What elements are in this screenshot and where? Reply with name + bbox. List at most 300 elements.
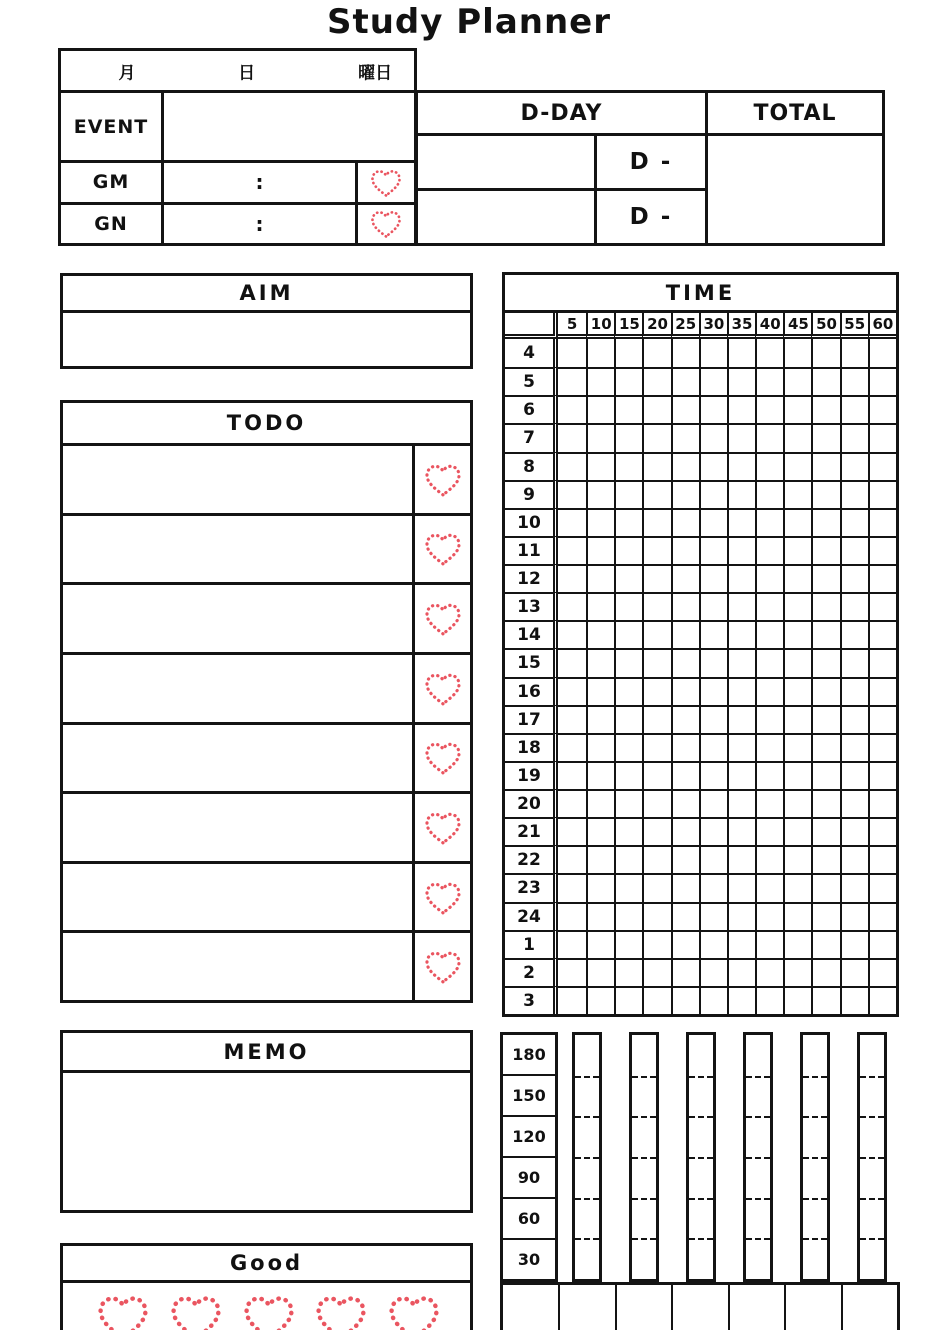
hour-label-cell: 22	[505, 845, 558, 873]
time-cell	[868, 958, 896, 986]
time-cell	[699, 620, 727, 648]
day-label: 日	[238, 63, 256, 83]
time-cell	[558, 648, 586, 676]
time-cell	[840, 452, 868, 480]
time-cell	[558, 705, 586, 733]
time-cell	[727, 592, 755, 620]
time-cell	[671, 930, 699, 958]
month-label: 月	[118, 63, 136, 83]
dday-table	[415, 90, 885, 246]
time-cell	[699, 677, 727, 705]
time-cell	[727, 930, 755, 958]
time-cell	[586, 705, 614, 733]
time-cell	[614, 733, 642, 761]
time-cell	[614, 564, 642, 592]
time-cell	[586, 339, 614, 367]
time-cell	[868, 789, 896, 817]
time-cell	[783, 620, 811, 648]
time-cell	[727, 648, 755, 676]
time-cell	[671, 564, 699, 592]
time-cell	[614, 789, 642, 817]
tracker-scale-column	[500, 1032, 558, 1282]
minute-header-cell: 35	[727, 313, 755, 339]
time-cell	[699, 508, 727, 536]
time-cell	[811, 480, 839, 508]
heart-icon	[95, 1291, 151, 1330]
time-cell	[755, 789, 783, 817]
time-cell	[671, 339, 699, 367]
minute-header-cell: 10	[586, 313, 614, 339]
time-cell	[755, 564, 783, 592]
time-cell	[614, 508, 642, 536]
time-cell	[868, 508, 896, 536]
time-cell	[642, 367, 670, 395]
time-cell	[868, 677, 896, 705]
heart-icon	[423, 670, 463, 707]
hour-label-cell: 12	[505, 564, 558, 592]
time-cell	[868, 592, 896, 620]
time-cell	[755, 480, 783, 508]
time-cell	[727, 789, 755, 817]
time-cell	[586, 395, 614, 423]
time-cell	[868, 367, 896, 395]
time-cell	[755, 536, 783, 564]
time-cell	[840, 620, 868, 648]
tracker-bar	[686, 1032, 716, 1282]
time-cell	[586, 648, 614, 676]
time-cell	[755, 930, 783, 958]
time-cell	[811, 873, 839, 901]
time-cell	[868, 480, 896, 508]
time-cell	[614, 423, 642, 451]
time-cell	[868, 452, 896, 480]
heart-icon	[423, 461, 463, 498]
time-cell	[614, 817, 642, 845]
tracker-bar	[629, 1032, 659, 1282]
time-cell	[811, 536, 839, 564]
time-cell	[840, 845, 868, 873]
time-title: TIME	[505, 275, 896, 313]
time-cell	[699, 873, 727, 901]
tracker-dash	[746, 1198, 770, 1200]
time-cell	[755, 452, 783, 480]
minute-header-cell: 20	[642, 313, 670, 339]
time-cell	[868, 648, 896, 676]
time-cell	[811, 452, 839, 480]
hour-label-cell: 15	[505, 648, 558, 676]
time-cell	[868, 423, 896, 451]
heart-icon	[423, 530, 463, 567]
time-cell	[671, 423, 699, 451]
time-cell	[783, 817, 811, 845]
time-cell	[783, 564, 811, 592]
time-cell	[811, 845, 839, 873]
dday-row	[418, 136, 705, 188]
time-cell	[699, 733, 727, 761]
time-cell	[811, 930, 839, 958]
tracker-dash	[575, 1238, 599, 1240]
gm-time-field	[164, 163, 355, 202]
time-cell	[614, 452, 642, 480]
time-cell	[614, 592, 642, 620]
time-cell	[868, 620, 896, 648]
time-cell	[727, 986, 755, 1014]
tracker-dash	[803, 1157, 827, 1159]
minute-header-cell: 25	[671, 313, 699, 339]
time-cell	[727, 564, 755, 592]
time-cell	[755, 648, 783, 676]
time-cell	[671, 817, 699, 845]
time-cell	[586, 845, 614, 873]
time-cell	[868, 873, 896, 901]
hour-label-cell: 4	[505, 339, 558, 367]
scale-cell: 90	[503, 1156, 555, 1197]
aim-section	[60, 273, 473, 369]
minute-header-cell: 60	[868, 313, 896, 339]
time-cell	[755, 339, 783, 367]
time-cell	[755, 817, 783, 845]
time-cell	[783, 339, 811, 367]
time-cell	[811, 677, 839, 705]
time-cell	[558, 592, 586, 620]
time-cell	[558, 845, 586, 873]
todo-heart-cell	[412, 655, 470, 722]
time-cell	[614, 648, 642, 676]
aim-field	[63, 313, 470, 366]
time-cell	[642, 536, 670, 564]
time-cell	[614, 536, 642, 564]
time-cell	[614, 620, 642, 648]
time-cell	[783, 845, 811, 873]
time-cell	[868, 705, 896, 733]
time-cell	[614, 677, 642, 705]
time-cell	[755, 958, 783, 986]
time-cell	[811, 508, 839, 536]
todo-row	[63, 513, 470, 583]
time-cell	[558, 395, 586, 423]
hour-label-cell: 7	[505, 423, 558, 451]
tracker-bottom-cell	[671, 1285, 728, 1330]
time-cell	[699, 648, 727, 676]
tracker-dash	[746, 1116, 770, 1118]
time-cell	[671, 902, 699, 930]
time-cell	[727, 817, 755, 845]
time-cell	[755, 761, 783, 789]
tracker-dash	[746, 1238, 770, 1240]
time-cell	[868, 339, 896, 367]
gn-label: GN	[61, 205, 164, 244]
gn-row	[61, 202, 414, 244]
minute-header-cell: 55	[840, 313, 868, 339]
time-cell	[727, 705, 755, 733]
dday-name-field	[418, 191, 594, 243]
good-section	[60, 1243, 473, 1330]
heart-icon	[241, 1291, 297, 1330]
hour-label-cell: 21	[505, 817, 558, 845]
heart-icon	[423, 739, 463, 776]
heart-icon	[423, 948, 463, 985]
time-cell	[755, 845, 783, 873]
time-cell	[586, 789, 614, 817]
time-cell	[642, 958, 670, 986]
hour-label-cell: 10	[505, 508, 558, 536]
time-cell	[783, 873, 811, 901]
heart-icon	[423, 600, 463, 637]
dday-count-cell: D -	[594, 136, 705, 188]
time-cell	[868, 986, 896, 1014]
time-cell	[558, 480, 586, 508]
time-cell	[840, 761, 868, 789]
time-cell	[840, 480, 868, 508]
tracker-dash	[803, 1076, 827, 1078]
time-cell	[614, 902, 642, 930]
todo-heart-cell	[412, 446, 470, 513]
event-field	[164, 93, 414, 160]
time-grid	[505, 313, 896, 1014]
time-cell	[840, 592, 868, 620]
time-cell	[558, 339, 586, 367]
time-cell	[586, 367, 614, 395]
tracker-bar	[572, 1032, 602, 1282]
time-cell	[783, 367, 811, 395]
time-cell	[642, 677, 670, 705]
time-cell	[671, 508, 699, 536]
tracker-dash	[689, 1076, 713, 1078]
time-cell	[755, 367, 783, 395]
time-cell	[811, 648, 839, 676]
time-cell	[586, 817, 614, 845]
time-cell	[840, 705, 868, 733]
tracker-dash	[632, 1157, 656, 1159]
good-title: Good	[63, 1246, 470, 1283]
hour-label-cell: 20	[505, 789, 558, 817]
time-cell	[868, 761, 896, 789]
todo-heart-cell	[412, 585, 470, 652]
time-cell	[558, 761, 586, 789]
time-cell	[840, 648, 868, 676]
tracker-dash	[689, 1157, 713, 1159]
tracker-bottom-row	[500, 1282, 900, 1330]
scale-cell: 120	[503, 1115, 555, 1156]
tracker-dash	[860, 1076, 884, 1078]
time-cell	[642, 817, 670, 845]
time-cell	[840, 677, 868, 705]
time-cell	[586, 677, 614, 705]
time-cell	[558, 789, 586, 817]
todo-heart-cell	[412, 933, 470, 1000]
time-cell	[586, 536, 614, 564]
time-cell	[586, 986, 614, 1014]
time-cell	[783, 536, 811, 564]
tracker-dash	[575, 1157, 599, 1159]
time-cell	[558, 452, 586, 480]
time-cell	[727, 367, 755, 395]
time-cell	[699, 564, 727, 592]
dday-header-row	[418, 93, 882, 136]
tracker-dash	[632, 1238, 656, 1240]
time-cell	[783, 958, 811, 986]
time-cell	[783, 930, 811, 958]
todo-field	[63, 864, 412, 931]
time-cell	[727, 339, 755, 367]
tracker-dash	[860, 1116, 884, 1118]
time-cell	[699, 986, 727, 1014]
time-cell	[558, 986, 586, 1014]
todo-heart-cell	[412, 794, 470, 861]
time-cell	[811, 817, 839, 845]
time-cell	[755, 677, 783, 705]
aim-title: AIM	[63, 276, 470, 313]
time-cell	[558, 620, 586, 648]
time-cell	[868, 395, 896, 423]
tracker-dash	[803, 1116, 827, 1118]
time-cell	[558, 367, 586, 395]
time-cell	[642, 452, 670, 480]
time-cell	[868, 536, 896, 564]
heart-icon	[369, 167, 403, 198]
hour-label-cell: 1	[505, 930, 558, 958]
tracker-dash	[746, 1076, 770, 1078]
minute-header-cell: 50	[811, 313, 839, 339]
time-cell	[840, 958, 868, 986]
time-cell	[840, 367, 868, 395]
todo-field	[63, 933, 412, 1000]
time-cell	[755, 733, 783, 761]
time-cell	[699, 958, 727, 986]
gn-heart-cell	[355, 205, 414, 244]
time-cell	[586, 508, 614, 536]
minute-header-cell: 40	[755, 313, 783, 339]
tracker-dash	[632, 1198, 656, 1200]
hour-label-cell: 8	[505, 452, 558, 480]
time-cell	[586, 620, 614, 648]
time-cell	[727, 536, 755, 564]
time-cell	[699, 930, 727, 958]
todo-row	[63, 861, 470, 931]
time-cell	[868, 930, 896, 958]
time-table	[502, 272, 899, 1017]
time-cell	[840, 423, 868, 451]
time-cell	[671, 452, 699, 480]
time-cell	[671, 395, 699, 423]
time-cell	[783, 789, 811, 817]
time-cell	[558, 930, 586, 958]
time-cell	[783, 452, 811, 480]
time-cell	[811, 958, 839, 986]
todo-rows	[63, 446, 470, 1000]
todo-field	[63, 585, 412, 652]
weekday-label: 曜日	[358, 63, 393, 83]
todo-heart-cell	[412, 864, 470, 931]
tracker-bottom-cell	[841, 1285, 898, 1330]
time-cell	[558, 508, 586, 536]
tracker-bottom-cell	[503, 1285, 558, 1330]
time-cell	[868, 817, 896, 845]
memo-field	[63, 1073, 470, 1210]
todo-row	[63, 582, 470, 652]
time-cell	[642, 845, 670, 873]
time-cell	[699, 423, 727, 451]
good-hearts-row	[63, 1283, 470, 1330]
time-cell	[811, 733, 839, 761]
time-cell	[811, 564, 839, 592]
todo-field	[63, 446, 412, 513]
time-cell	[699, 845, 727, 873]
time-cell	[586, 873, 614, 901]
time-cell	[614, 845, 642, 873]
hour-label-cell: 19	[505, 761, 558, 789]
time-cell	[783, 733, 811, 761]
memo-title: MEMO	[63, 1033, 470, 1073]
scale-cell: 180	[512, 1045, 546, 1064]
tracker-dash	[689, 1238, 713, 1240]
time-cell	[586, 902, 614, 930]
time-cell	[671, 367, 699, 395]
dday-header: D-DAY	[418, 93, 708, 133]
time-cell	[699, 339, 727, 367]
time-cell	[727, 733, 755, 761]
total-field	[708, 136, 882, 243]
time-cell	[783, 508, 811, 536]
time-cell	[840, 817, 868, 845]
hour-label-cell: 11	[505, 536, 558, 564]
time-cell	[783, 677, 811, 705]
hour-label-cell: 23	[505, 873, 558, 901]
time-cell	[671, 620, 699, 648]
hour-label-cell: 17	[505, 705, 558, 733]
tracker-dash	[803, 1198, 827, 1200]
time-cell	[811, 367, 839, 395]
time-cell	[783, 986, 811, 1014]
time-cell	[671, 592, 699, 620]
time-cell	[868, 733, 896, 761]
time-cell	[811, 902, 839, 930]
time-cell	[811, 620, 839, 648]
tracker-bar	[743, 1032, 773, 1282]
hour-label-cell: 6	[505, 395, 558, 423]
time-cell	[783, 592, 811, 620]
minute-header-cell: 45	[783, 313, 811, 339]
time-cell	[755, 873, 783, 901]
time-cell	[783, 705, 811, 733]
time-cell	[586, 452, 614, 480]
time-cell	[755, 395, 783, 423]
time-cell	[699, 367, 727, 395]
time-cell	[614, 761, 642, 789]
tracker-dash	[575, 1076, 599, 1078]
time-cell	[727, 423, 755, 451]
time-cell	[699, 395, 727, 423]
time-cell	[558, 733, 586, 761]
tracker-dash	[860, 1157, 884, 1159]
dday-count-cell: D -	[594, 191, 705, 243]
time-cell	[671, 789, 699, 817]
time-cell	[840, 339, 868, 367]
tracker-dash	[575, 1198, 599, 1200]
time-cell	[558, 817, 586, 845]
time-cell	[671, 480, 699, 508]
tracker-dash	[860, 1198, 884, 1200]
todo-row	[63, 446, 470, 513]
todo-field	[63, 516, 412, 583]
time-cell	[811, 705, 839, 733]
hour-label-cell: 5	[505, 367, 558, 395]
time-cell	[727, 620, 755, 648]
hour-label-cell: 2	[505, 958, 558, 986]
heart-icon	[386, 1291, 442, 1330]
time-cell	[586, 480, 614, 508]
colon-separator: :	[255, 170, 264, 195]
